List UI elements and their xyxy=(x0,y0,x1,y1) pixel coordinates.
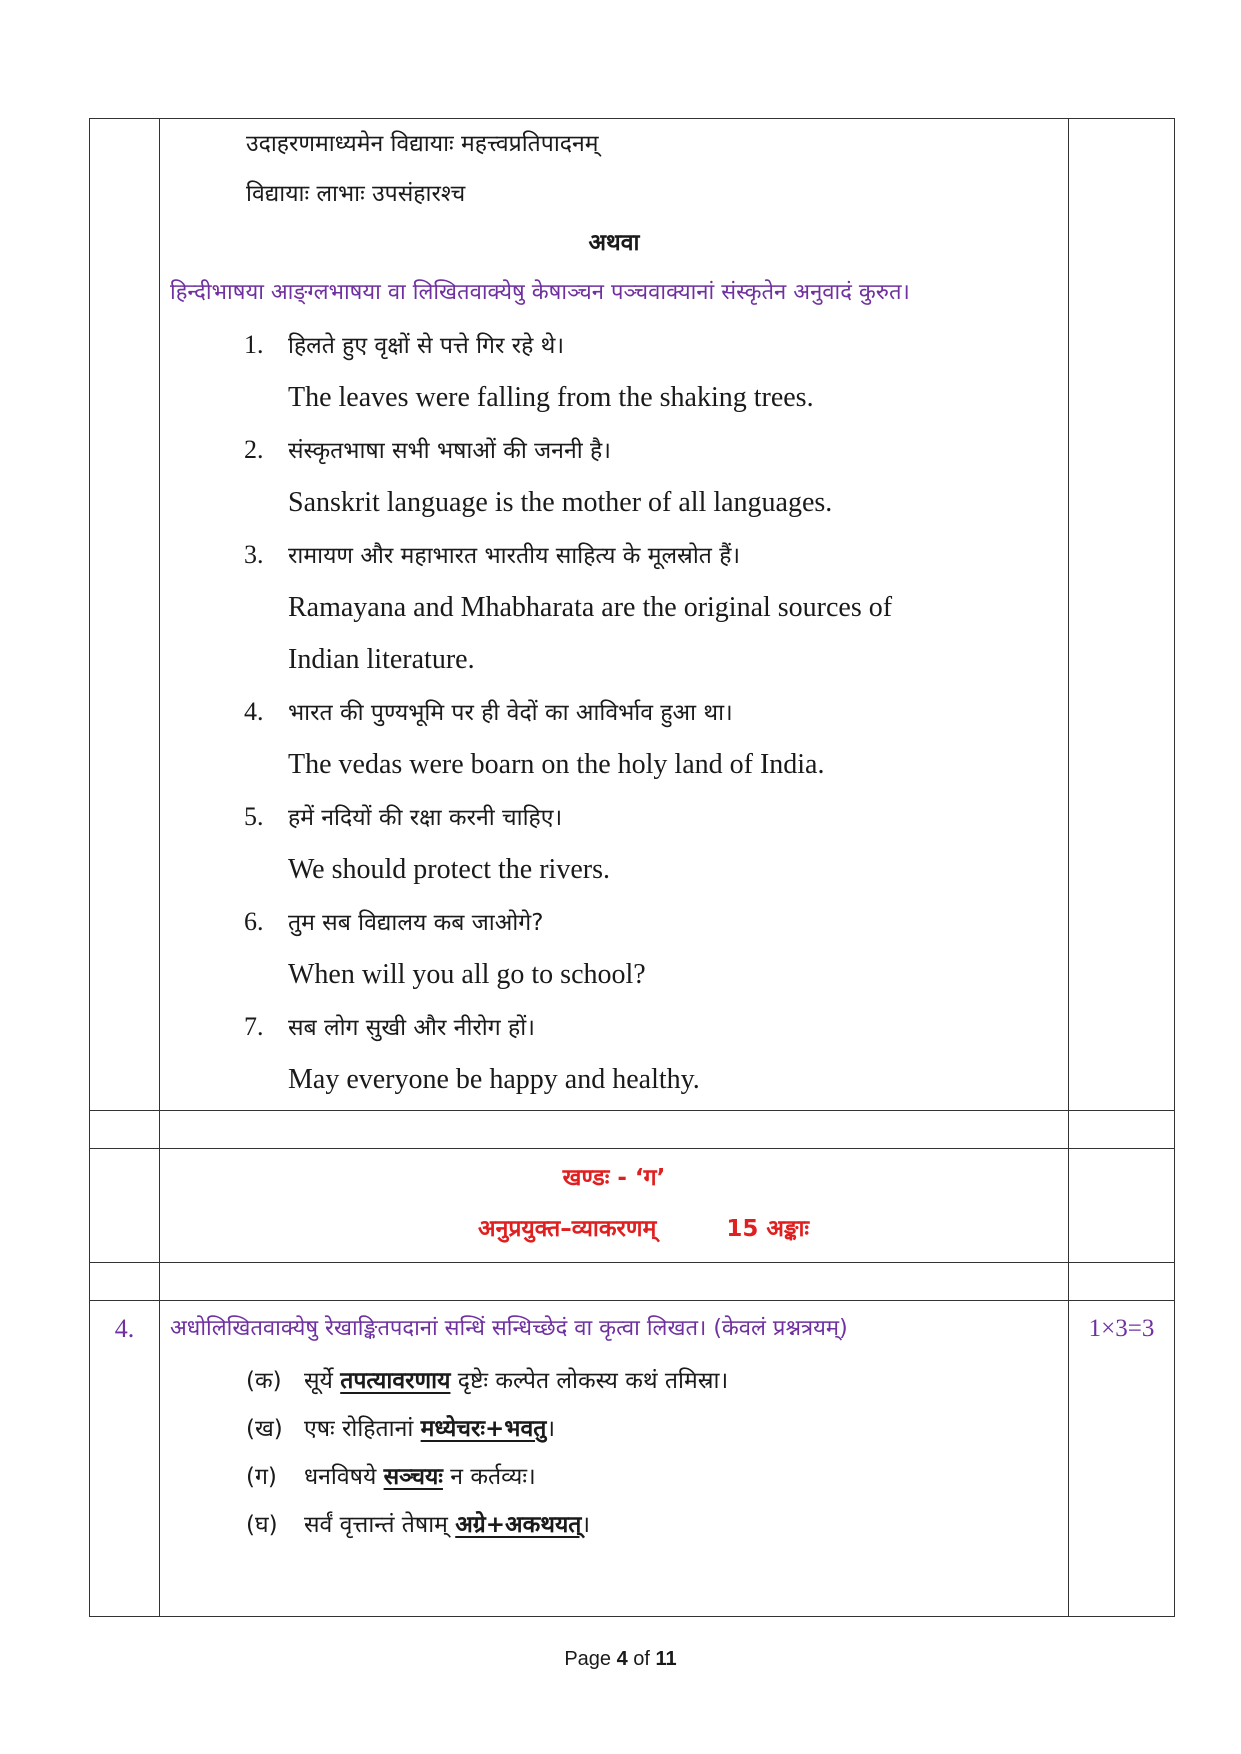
sentence-english: When will you all go to school? xyxy=(288,959,646,990)
question-item xyxy=(160,1357,1068,1405)
sentence-english: Ramayana and Mhabharata are the original sources of xyxy=(288,592,893,623)
hindi-text: हिलते हुए वृक्षों से पत्ते गिर रहे थे। xyxy=(288,333,565,359)
sentence-number: 2. xyxy=(244,435,264,464)
table-row xyxy=(90,1301,1175,1617)
sentence-english: May everyone be happy and healthy. xyxy=(288,1064,700,1095)
item-before: धनविषये xyxy=(304,1464,377,1490)
item-label: (क) xyxy=(246,1368,282,1394)
item-label: (ग) xyxy=(246,1464,277,1490)
item-before: सूर्ये xyxy=(304,1368,333,1394)
item-after: । xyxy=(581,1512,591,1538)
sentence-hindi xyxy=(160,896,1068,949)
outline-line-1: उदाहरणमाध्यमेन विद्यायाः महत्त्वप्रतिपादनम् xyxy=(246,131,599,157)
sentence-english: We should protect the rivers. xyxy=(288,854,610,885)
item-underlined: मध्येचरः+भवतु xyxy=(420,1416,547,1442)
item-after: न कर्तव्यः। xyxy=(450,1464,536,1490)
hindi-text: रामायण और महाभारत भारतीय साहित्य के मूलस्रोत हैं। xyxy=(288,543,741,569)
question-number: 4. xyxy=(114,1314,135,1343)
section-header xyxy=(160,1149,1069,1263)
section-title: खण्डः - ‘ग’ xyxy=(562,1165,666,1191)
sentence-english: The vedas were boarn on the holy land of India. xyxy=(288,749,825,780)
question-number-cell xyxy=(90,1301,160,1617)
footer-of: of xyxy=(633,1648,650,1670)
sentence-hindi xyxy=(160,1001,1068,1054)
item-after: । xyxy=(546,1416,556,1442)
table-row xyxy=(90,1149,1175,1263)
marks-cell xyxy=(1069,1301,1175,1617)
table-row xyxy=(90,1111,1175,1149)
sentence-list xyxy=(160,319,1068,1110)
sentence-number: 3. xyxy=(244,540,264,569)
item-before: सर्वं वृत्तान्तं तेषाम् xyxy=(304,1512,448,1538)
footer-prefix: Page xyxy=(564,1648,612,1670)
sentence-english: Indian literature. xyxy=(288,644,475,675)
sentence-hindi xyxy=(160,791,1068,844)
item-underlined: सञ्चयः xyxy=(383,1464,443,1490)
sentence-number: 4. xyxy=(244,697,264,726)
sentence-number: 1. xyxy=(244,330,264,359)
sentence-hindi xyxy=(160,319,1068,372)
table-row xyxy=(90,1263,1175,1301)
sentence-hindi xyxy=(160,686,1068,739)
sentence-number: 7. xyxy=(244,1012,264,1041)
item-underlined: तपत्यावरणाय xyxy=(340,1368,451,1394)
sentence-number: 6. xyxy=(244,907,264,936)
question-text: अधोलिखितवाक्येषु रेखाङ्कितपदानां सन्धिं सन्धिच्छेदं वा कृत्वा लिखत। (केवलं प्रश्नत्रयम्) xyxy=(170,1316,848,1341)
item-label: (ख) xyxy=(246,1416,283,1442)
sentence-english: Sanskrit language is the mother of all languages. xyxy=(288,487,833,518)
hindi-text: भारत की पुण्यभूमि पर ही वेदों का आविर्भाव हुआ था। xyxy=(288,700,733,726)
athava-heading: अथवा xyxy=(588,230,640,256)
sentence-hindi xyxy=(160,529,1068,582)
question-item xyxy=(160,1405,1068,1453)
question-item xyxy=(160,1453,1068,1501)
translation-instruction: हिन्दीभाषया आङ्ग्लभाषया वा लिखितवाक्येषु केषाञ्चन पञ्चवाक्यानां संस्कृतेन अनुवादं कुरुत। xyxy=(170,280,910,305)
item-label: (घ) xyxy=(246,1512,278,1538)
answer-table xyxy=(89,118,1175,1617)
translation-cell xyxy=(160,119,1069,1111)
outline-line-2: विद्यायाः लाभाः उपसंहारश्च xyxy=(246,181,466,207)
question-item xyxy=(160,1501,1068,1549)
hindi-text: सब लोग सुखी और नीरोग हों। xyxy=(288,1015,535,1041)
item-before: एषः रोहितानां xyxy=(304,1416,414,1442)
section-subtitle: अनुप्रयुक्त–व्याकरणम् xyxy=(478,1216,657,1242)
sentence-number: 5. xyxy=(244,802,264,831)
item-underlined: अग्रे+अकथयत् xyxy=(455,1512,582,1538)
question-cell xyxy=(160,1301,1069,1617)
item-after: दृष्टेः कल्पेत लोकस्य कथं तमिस्रा। xyxy=(457,1368,729,1394)
hindi-text: संस्कृतभाषा सभी भषाओं की जननी है। xyxy=(288,438,611,464)
sentence-hindi xyxy=(160,424,1068,477)
hindi-text: तुम सब विद्यालय कब जाओगे? xyxy=(288,910,544,936)
footer-total-pages: 11 xyxy=(655,1648,677,1670)
sentence-english: The leaves were falling from the shaking trees. xyxy=(288,382,814,413)
section-marks: 15 अङ्काः xyxy=(726,1216,810,1242)
question-marks: 1×3=3 xyxy=(1088,1315,1155,1342)
question-items xyxy=(160,1357,1068,1549)
page-footer xyxy=(0,1648,1241,1671)
hindi-text: हमें नदियों की रक्षा करनी चाहिए। xyxy=(288,805,563,831)
table-row xyxy=(90,119,1175,1111)
footer-page-number: 4 xyxy=(616,1648,628,1670)
